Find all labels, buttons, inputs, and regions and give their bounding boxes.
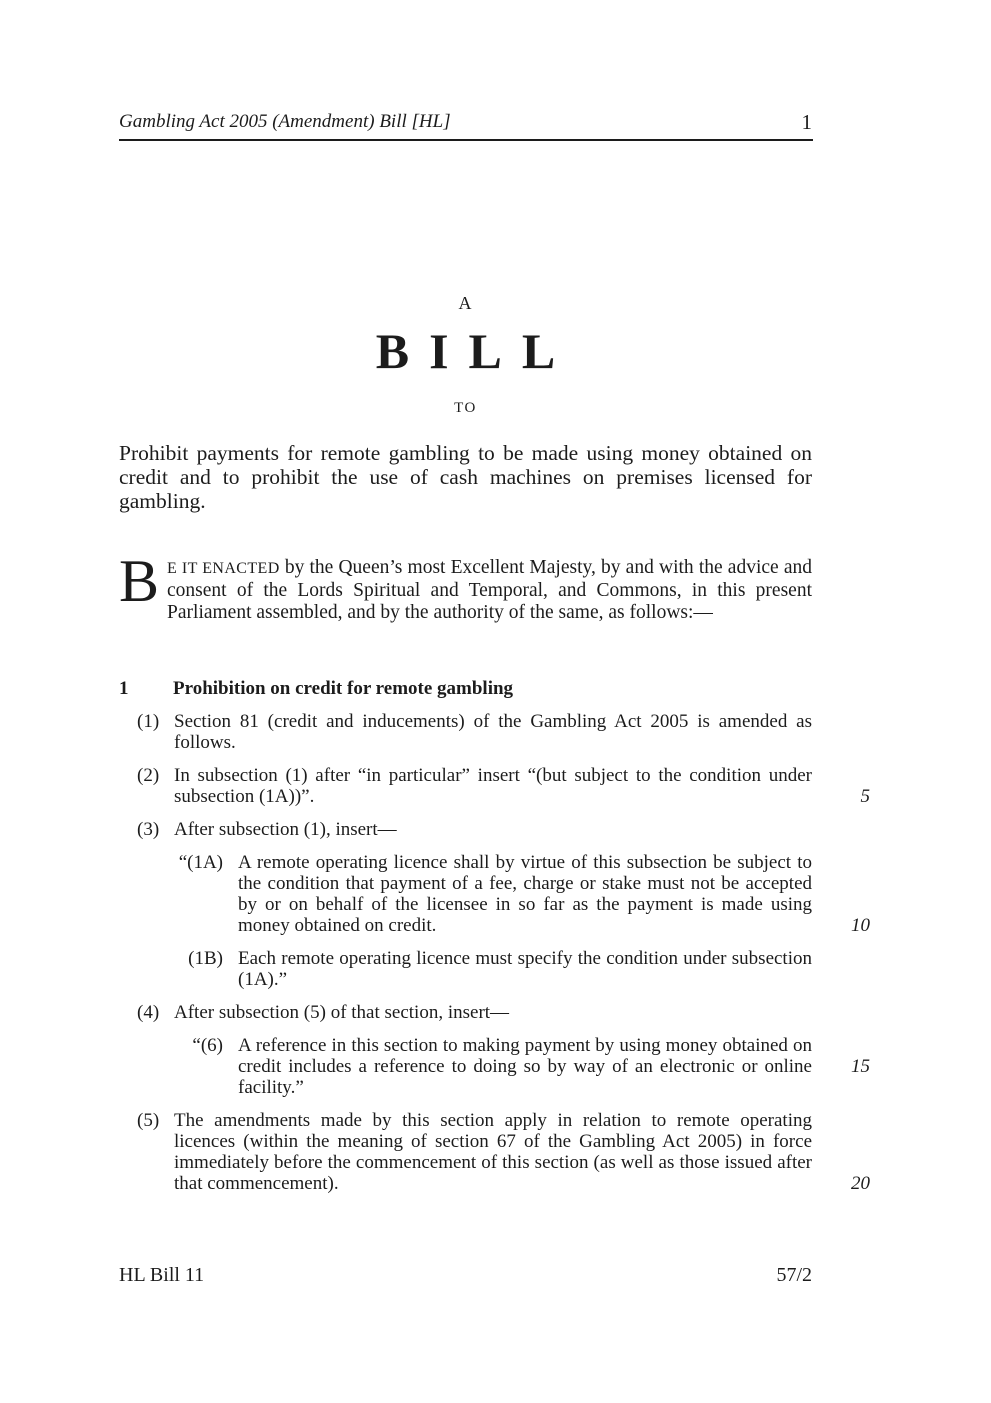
inserted-subsection-1B-label: (1B)	[188, 948, 223, 969]
inserted-subsection-1B	[119, 948, 812, 990]
footer-session-number: 57/2	[776, 1264, 812, 1286]
subsection-4	[119, 1002, 812, 1023]
section-number: 1	[119, 678, 129, 699]
enacting-body: by the Queen’s most Excellent Majesty, by and with the advice and consent of the Lords Spiritual and Temporal, and Commons, in this present Parliament assembled, and by the authority of the same, as follows:—	[167, 557, 813, 623]
page-number: 1	[801, 110, 812, 134]
page-footer	[119, 1264, 812, 1287]
running-header-title: Gambling Act 2005 (Amendment) Bill [HL]	[119, 111, 451, 132]
subsection-1	[119, 711, 812, 753]
header-rule-divider	[119, 139, 813, 141]
subsection-1-text: Section 81 (credit and inducements) of the Gambling Act 2005 is amended as follows.	[174, 711, 812, 753]
subsection-2-text: In subsection (1) after “in particular” insert “(but subject to the condition under subsection (1A))”.	[174, 765, 812, 807]
section-heading: Prohibition on credit for remote gambling	[173, 678, 514, 699]
enacting-clause	[119, 548, 813, 624]
subsection-4-text: After subsection (5) of that section, insert—	[174, 1002, 510, 1023]
article-word: A	[458, 293, 473, 313]
subsection-1-label: (1)	[137, 711, 160, 732]
inserted-subsection-6-text: A reference in this section to making payment by using money obtained on credit includes a reference to doing so by way of an electronic or online facility.”	[238, 1035, 812, 1098]
footer-bill-number: HL Bill 11	[119, 1264, 205, 1286]
dropcap-letter: B	[119, 548, 160, 614]
subsection-2	[119, 765, 870, 807]
enacting-smallcaps: E IT ENACTED	[167, 560, 280, 577]
to-word: TO	[454, 400, 477, 416]
subsection-5-text: The amendments made by this section apply in relation to remote operating licences (within the meaning of section 67 of the Gambling Act 2005) in force immediately before the commencement of this section (as well as those issued after that commencement).	[174, 1110, 812, 1194]
subsection-4-label: (4)	[137, 1002, 160, 1023]
subsection-3	[119, 819, 812, 840]
line-number-10: 10	[851, 915, 870, 936]
inserted-subsection-1B-text: Each remote operating licence must specify the condition under subsection (1A).”	[238, 948, 812, 990]
subsection-2-label: (2)	[137, 765, 160, 786]
line-number-5: 5	[860, 786, 870, 807]
subsection-5	[119, 1110, 870, 1194]
subsection-3-text: After subsection (1), insert—	[174, 819, 397, 840]
subsection-5-label: (5)	[137, 1110, 160, 1131]
bill-title-word: BILL	[375, 323, 576, 379]
inserted-subsection-1A-label: “(1A)	[178, 852, 223, 873]
inserted-subsection-1A-text: A remote operating licence shall by virtue of this subsection be subject to the condition that payment of a fee, charge or stake must not be accepted by or on behalf of the licensee in so far as the payment is made using money obtained on credit.	[238, 852, 812, 936]
inserted-subsection-6-label: “(6)	[192, 1035, 223, 1056]
section-heading-row	[119, 678, 812, 699]
inserted-subsection-6	[119, 1035, 870, 1098]
line-number-15: 15	[851, 1056, 870, 1077]
section-body	[119, 678, 870, 1206]
long-title: Prohibit payments for remote gambling to be made using money obtained on credit and to prohibit the use of cash machines on premises licensed for gambling.	[119, 441, 812, 513]
line-number-20: 20	[851, 1173, 870, 1194]
running-header	[119, 110, 812, 134]
inserted-subsection-1A	[119, 852, 870, 936]
subsection-3-label: (3)	[137, 819, 160, 840]
